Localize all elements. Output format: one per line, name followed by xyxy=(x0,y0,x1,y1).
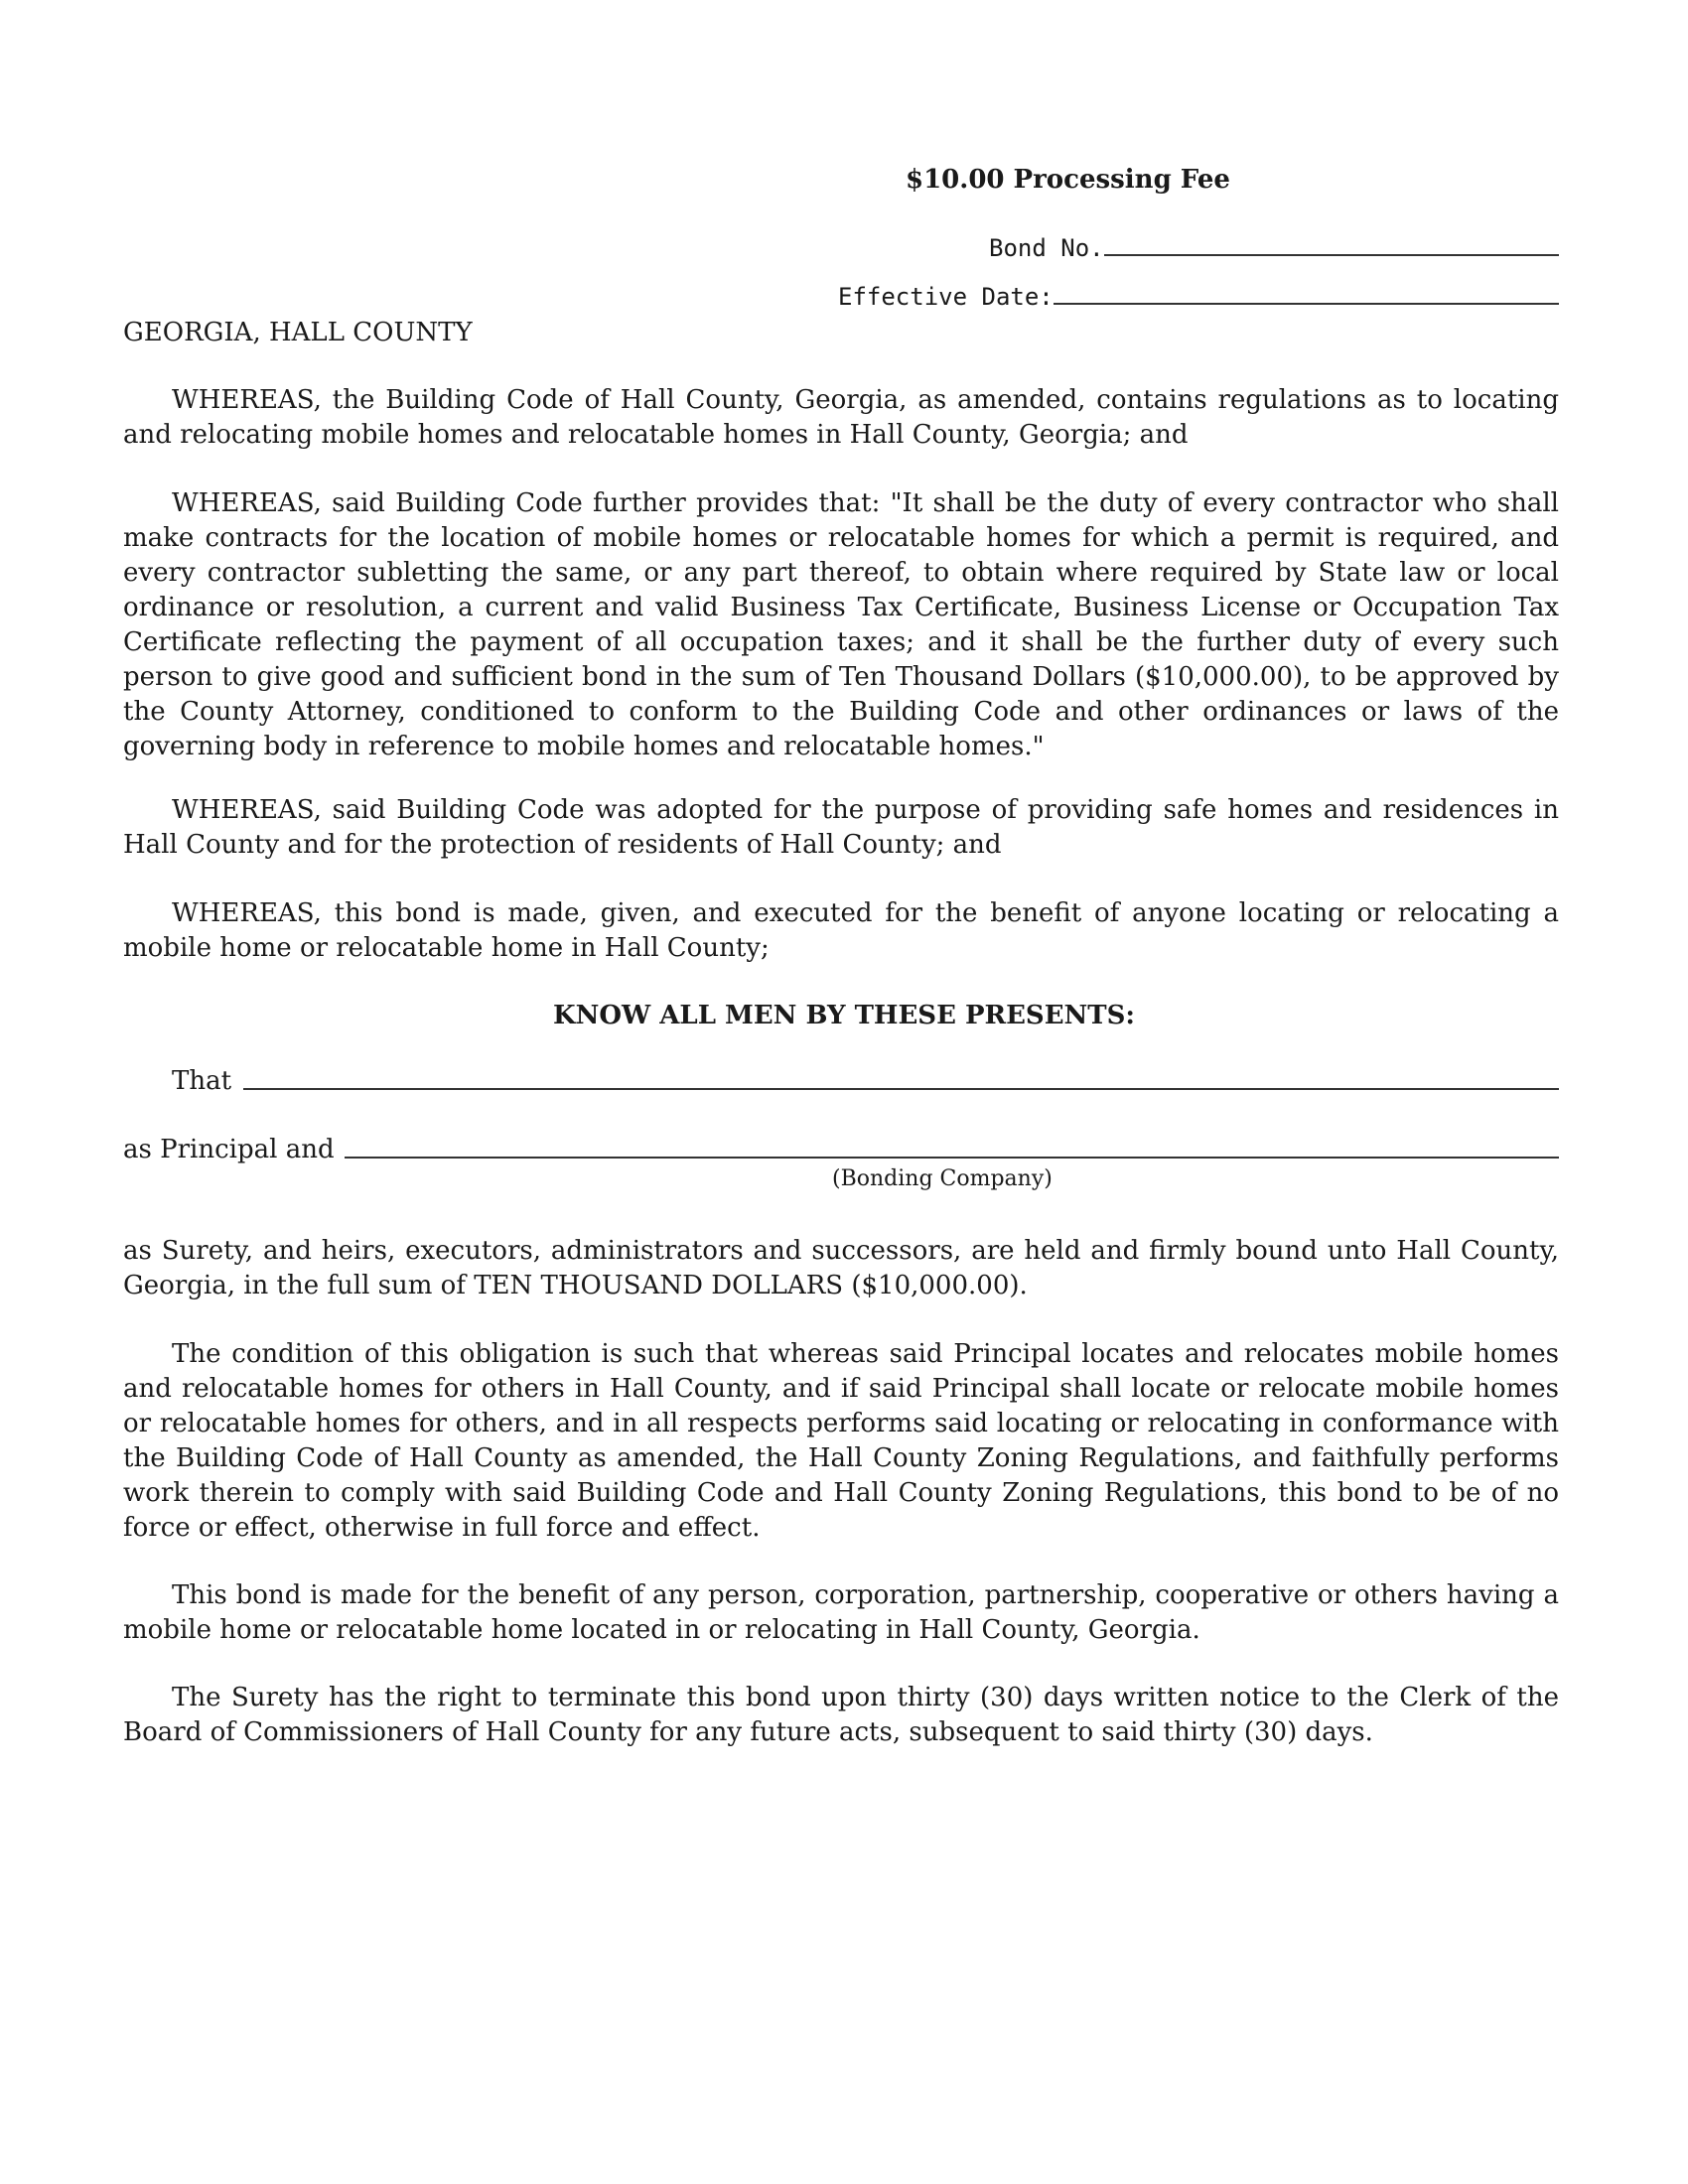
termination-paragraph: The Surety has the right to terminate this bond upon thirty (30) days written notice to the Clerk of the Board of Commissioners of Hall County for any future acts, subsequent to said thirty (30) days. xyxy=(123,1683,1559,1747)
surety-paragraph: as Surety, and heirs, executors, administrators and successors, are held and firmly bound unto Hall County, Georgia, in the full sum of TEN THOUSAND DOLLARS ($10,000.00). xyxy=(123,1236,1559,1300)
principal-name-field[interactable] xyxy=(243,1088,1559,1090)
principal-label: as Principal and xyxy=(123,1135,335,1164)
whereas-paragraph-2: WHEREAS, said Building Code further provides that: "It shall be the duty of every contractor who shall make contracts for the location of mobile homes or relocatable homes for which a permit is required, and every contractor subletting the same, or any part thereof, to obtain where required by State law or local ordinance or resolution, a current and valid Business Tax Certificate, Business License or Occupation Tax Certificate reflecting the payment of all occupation taxes; and it shall be the further duty of every such person to give good and sufficient bond in the sum of Ten Thousand Dollars ($10,000.00), to be approved by the County Attorney, conditioned to conform to the Building Code and other ordinances or laws of the governing body in reference to mobile homes and relocatable homes." xyxy=(123,488,1559,761)
bond-number-row xyxy=(989,234,1559,262)
bonding-company-row xyxy=(123,1135,1559,1164)
effective-date-row xyxy=(838,283,1559,311)
effective-date-label: Effective Date: xyxy=(838,283,1054,311)
know-all-men-heading: KNOW ALL MEN BY THESE PRESENTS: xyxy=(552,1001,1136,1030)
bond-number-field[interactable] xyxy=(1104,254,1559,256)
effective-date-field[interactable] xyxy=(1054,303,1559,305)
processing-fee-heading: $10.00 Processing Fee xyxy=(906,165,1230,195)
whereas-paragraph-1: WHEREAS, the Building Code of Hall County, Georgia, as amended, contains regulations as to locating and relocating mobile homes and relocatable homes in Hall County, Georgia; and xyxy=(123,385,1559,450)
principal-name-row xyxy=(172,1066,1559,1096)
bond-number-label: Bond No. xyxy=(989,234,1104,262)
benefit-paragraph: This bond is made for the benefit of any person, corporation, partnership, cooperative or others having a mobile home or relocatable home located in or relocating in Hall County, Georgia. xyxy=(123,1580,1559,1645)
jurisdiction-heading: GEORGIA, HALL COUNTY xyxy=(123,318,473,347)
whereas-paragraph-4: WHEREAS, this bond is made, given, and executed for the benefit of anyone locating or relocating a mobile home or relocatable home in Hall County; xyxy=(123,898,1559,963)
bonding-company-field[interactable] xyxy=(345,1157,1559,1159)
whereas-paragraph-3: WHEREAS, said Building Code was adopted for the purpose of providing safe homes and residences in Hall County and for the protection of residents of Hall County; and xyxy=(123,795,1559,860)
condition-paragraph: The condition of this obligation is such that whereas said Principal locates and relocates mobile homes and relocatable homes for others in Hall County, and if said Principal shall locate or relocate mobile homes or relocatable homes for others, and in all respects performs said locating or relocating in conformance with the Building Code of Hall County as amended, the Hall County Zoning Regulations, and faithfully performs work therein to comply with said Building Code and Hall County Zoning Regulations, this bond to be of no force or effect, otherwise in full force and effect. xyxy=(123,1339,1559,1543)
bonding-company-caption: (Bonding Company) xyxy=(832,1166,1053,1191)
that-label: That xyxy=(172,1066,232,1096)
